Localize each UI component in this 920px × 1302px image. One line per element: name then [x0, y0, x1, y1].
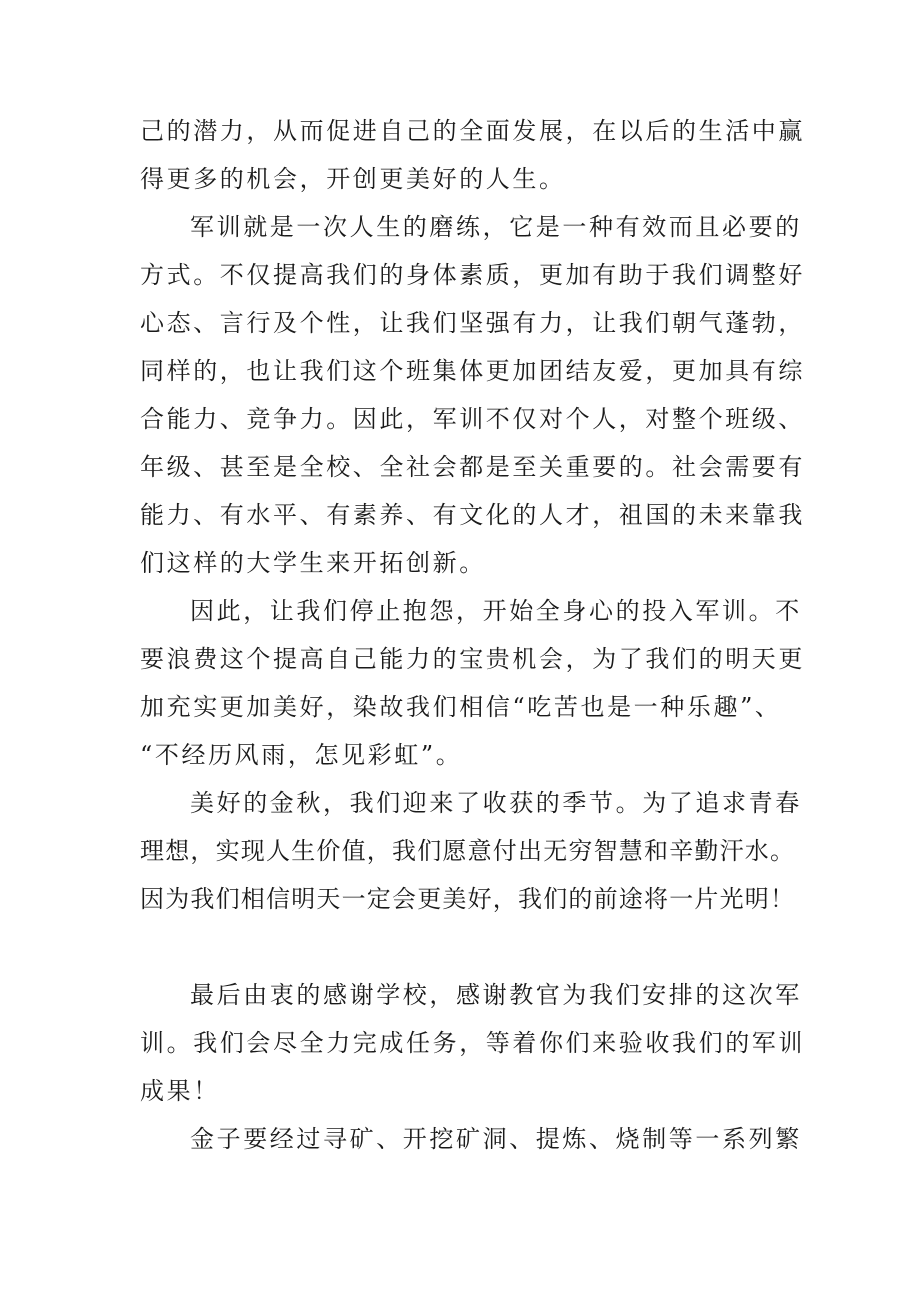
paragraph-line: “不经历风雨，怎见彩虹”。 [140, 741, 463, 769]
paragraph-line: 训。我们会尽全力完成任务，等着你们来验收我们的军训 [140, 1029, 805, 1057]
paragraph-line: 同样的，也让我们这个班集体更加团结友爱，更加具有综 [140, 357, 805, 385]
paragraph-line: 理想，实现人生价值，我们愿意付出无穷智慧和辛勤汗水。 [140, 837, 796, 865]
paragraph-line: 合能力、竞争力。因此，军训不仅对个人，对整个班级、 [140, 405, 805, 433]
paragraph-line: 军训就是一次人生的磨练，它是一种有效而且必要的 [190, 213, 802, 241]
paragraph-line: 因为我们相信明天一定会更美好，我们的前途将一片光明！ [140, 885, 796, 913]
paragraph-line: 己的潜力，从而促进自己的全面发展，在以后的生活中赢 [140, 117, 805, 145]
paragraph-line: 要浪费这个提高自己能力的宝贵机会，为了我们的明天更 [140, 645, 805, 673]
paragraph-line: 心态、言行及个性，让我们坚强有力，让我们朝气蓬勃， [140, 309, 805, 337]
paragraph-line: 方式。不仅提高我们的身体素质，更加有助于我们调整好 [140, 261, 805, 289]
paragraph-line: 美好的金秋，我们迎来了收获的季节。为了追求青春 [190, 789, 802, 817]
paragraph-line: 加充实更加美好，染故我们相信“吃苦也是一种乐趣”、 [140, 693, 782, 721]
paragraph-line: 最后由衷的感谢学校，感谢教官为我们安排的这次军 [190, 981, 802, 1009]
paragraph-line: 年级、甚至是全校、全社会都是至关重要的。社会需要有 [140, 453, 805, 481]
paragraph-line: 们这样的大学生来开拓创新。 [140, 549, 486, 577]
paragraph-line: 因此，让我们停止抱怨，开始全身心的投入军训。不 [190, 597, 802, 625]
paragraph-line: 金子要经过寻矿、开挖矿洞、提炼、烧制等一系列繁 [190, 1125, 802, 1153]
paragraph-line: 得更多的机会，开创更美好的人生。 [140, 165, 566, 193]
paragraph-line: 成果！ [140, 1077, 220, 1105]
paragraph-line: 能力、有水平、有素养、有文化的人才，祖国的未来靠我 [140, 501, 805, 529]
